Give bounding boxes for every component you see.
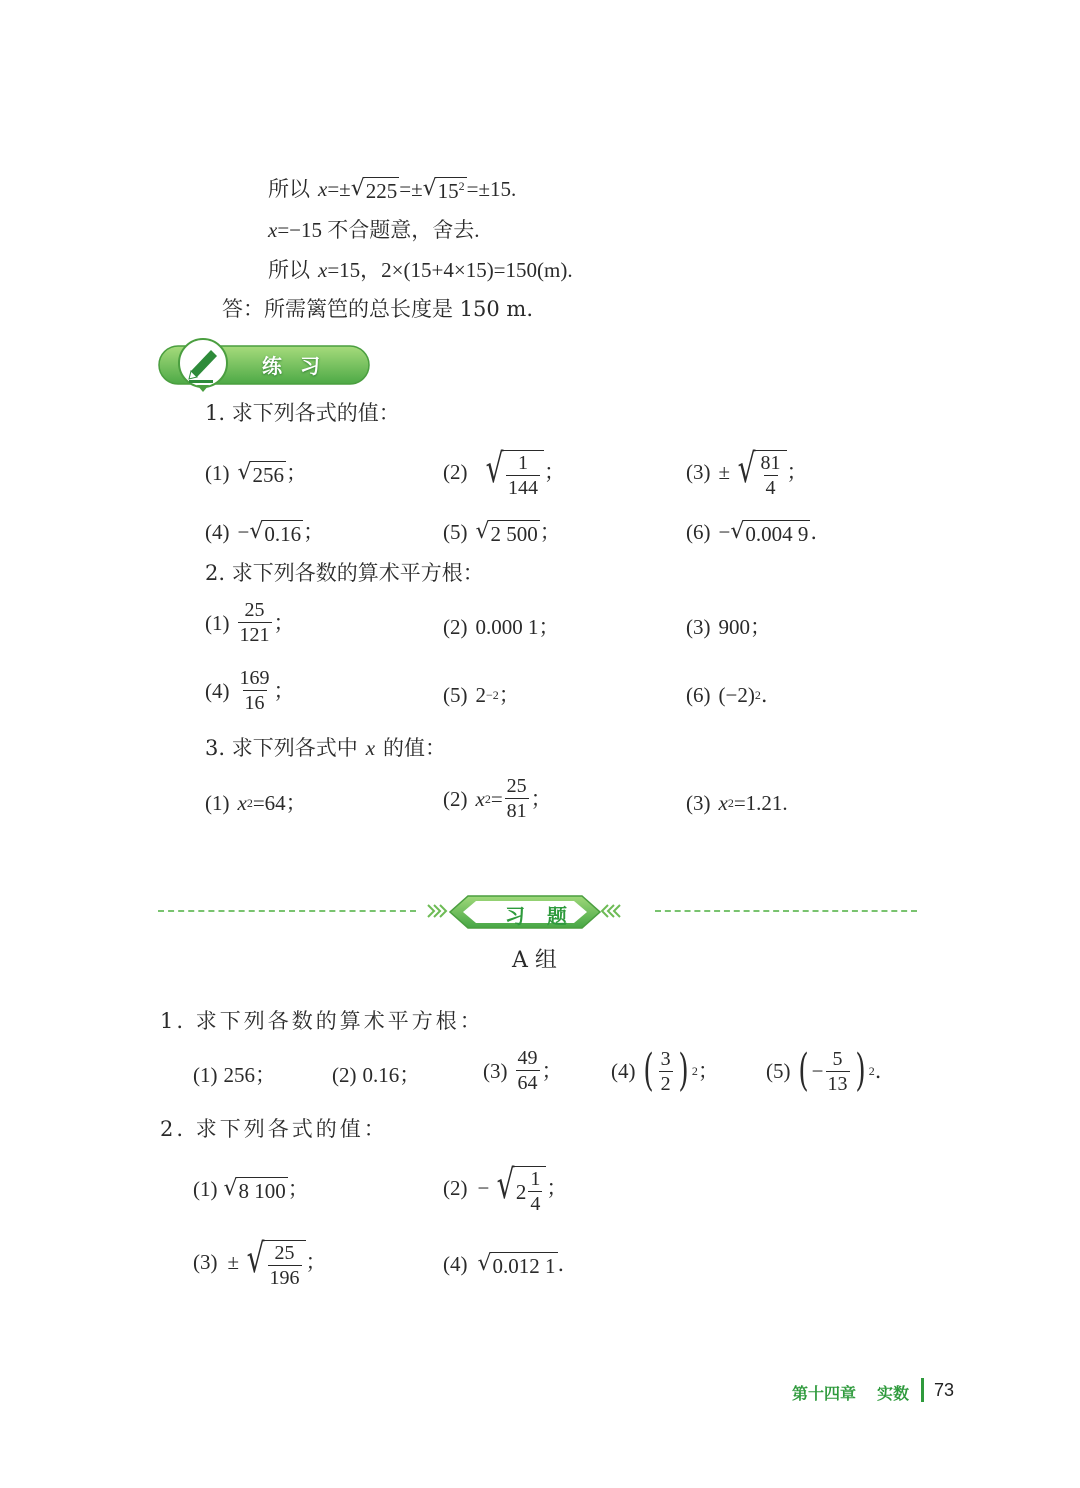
practice-q2-stem: 2. 求下列各数的算术平方根： <box>205 561 484 585</box>
divider-left <box>158 910 416 912</box>
practice-title: 练习 <box>262 354 338 378</box>
practice-q1-item-6: (6) − √ 0.004 9 . <box>686 519 818 546</box>
practice-q3-item-3: (3) x 2 =1.21. <box>686 791 788 815</box>
chevron-left-icon <box>602 905 620 917</box>
exercises-q2-item-3: (3) ± √ $\frac{25}{196}$ ； <box>193 1236 327 1289</box>
variable-x: x <box>318 177 328 201</box>
practice-q2-item-1: (1) $\frac{25}{121}$ ； <box>205 599 295 646</box>
practice-q1-item-3: (3) ± √ $\frac{81}{4}$ ； <box>686 446 808 499</box>
solution-text: =15，2×(15+4×15)=150(m). <box>327 258 573 282</box>
solution-text: 所以 <box>268 258 310 282</box>
math-result: =±15. <box>466 177 517 201</box>
exercises-title: 习题 <box>505 904 589 928</box>
solution-line-2 <box>268 215 480 245</box>
practice-q1-item-4: (4) − √ 0.16 ； <box>205 519 325 546</box>
math-op: =± <box>399 177 423 201</box>
practice-q3-item-2: (2) x 2 = $\frac{25}{81}$ ； <box>443 775 552 822</box>
variable-x: x <box>268 218 278 242</box>
answer-line: 答：所需篱笆的总长度是 150 m. <box>222 297 534 321</box>
practice-q3-stem: 3. 求下列各式中 x 的值： <box>205 736 447 760</box>
exercises-q1-item-2: (2) 0.16； <box>332 1063 421 1087</box>
footer-topic: 实数 <box>877 1384 910 1403</box>
exercises-q1-item-1: (1) 256； <box>193 1063 276 1087</box>
group-title: A 组 <box>512 948 557 973</box>
footer-divider <box>921 1378 924 1402</box>
exercises-q2-item-4: (4) √ 0.012 1 . <box>443 1251 565 1278</box>
exercises-q1-stem: 1. 求下列各数的算术平方根： <box>160 1009 484 1033</box>
practice-q1-item-1: (1) √ 256 ； <box>205 460 308 487</box>
practice-q2-item-5: (5) 2 −2 ； <box>443 683 520 707</box>
page-number: 73 <box>934 1380 955 1400</box>
solution-line-1 <box>268 174 516 204</box>
practice-q2-item-3: (3) 900； <box>686 615 771 639</box>
practice-q1-item-2: (2) √ $\frac{1}{144}$ ； <box>443 446 565 499</box>
practice-q1-item-5: (5) √ 2 500 ； <box>443 519 561 546</box>
practice-q1-stem: 1. 求下列各式的值： <box>205 401 400 425</box>
exercises-q1-item-3: (3) $\frac{49}{64}$ ； <box>483 1047 563 1094</box>
sqrt-225: √ 225 <box>350 176 398 203</box>
practice-q2-item-2: (2) 0.000 1； <box>443 615 560 639</box>
footer-chapter: 第十四章 <box>792 1384 857 1403</box>
practice-q3-item-1: (1) x 2 =64； <box>205 791 307 815</box>
exercises-q2-stem: 2. 求下列各式的值： <box>160 1117 388 1141</box>
variable-x: x <box>318 258 328 282</box>
exercises-q2-item-1: (1) √ 8 100 ； <box>193 1176 309 1203</box>
practice-q2-item-6: (6) (−2) 2 . <box>686 683 768 707</box>
exercises-q1-item-5: (5) ( − $\frac{5}{13}$ ) 2 . <box>766 1045 882 1096</box>
math-op: =± <box>327 177 351 201</box>
chevron-right-icon <box>428 905 446 917</box>
divider-right <box>655 910 917 912</box>
practice-q2-item-4: (4) $\frac{169}{16}$ ； <box>205 667 295 714</box>
exercises-q2-item-2: (2) − √ 2 $\frac{1}{4}$ ； <box>443 1162 568 1215</box>
sqrt-15-squared: √ $15^2$ <box>422 176 465 203</box>
solution-line-3 <box>268 255 573 285</box>
exercises-q1-item-4: (4) ( $\frac{3}{2}$ ) 2 ； <box>611 1045 719 1096</box>
solution-text: 所以 <box>268 177 310 201</box>
solution-text: =−15 不合题意，舍去. <box>277 218 480 242</box>
